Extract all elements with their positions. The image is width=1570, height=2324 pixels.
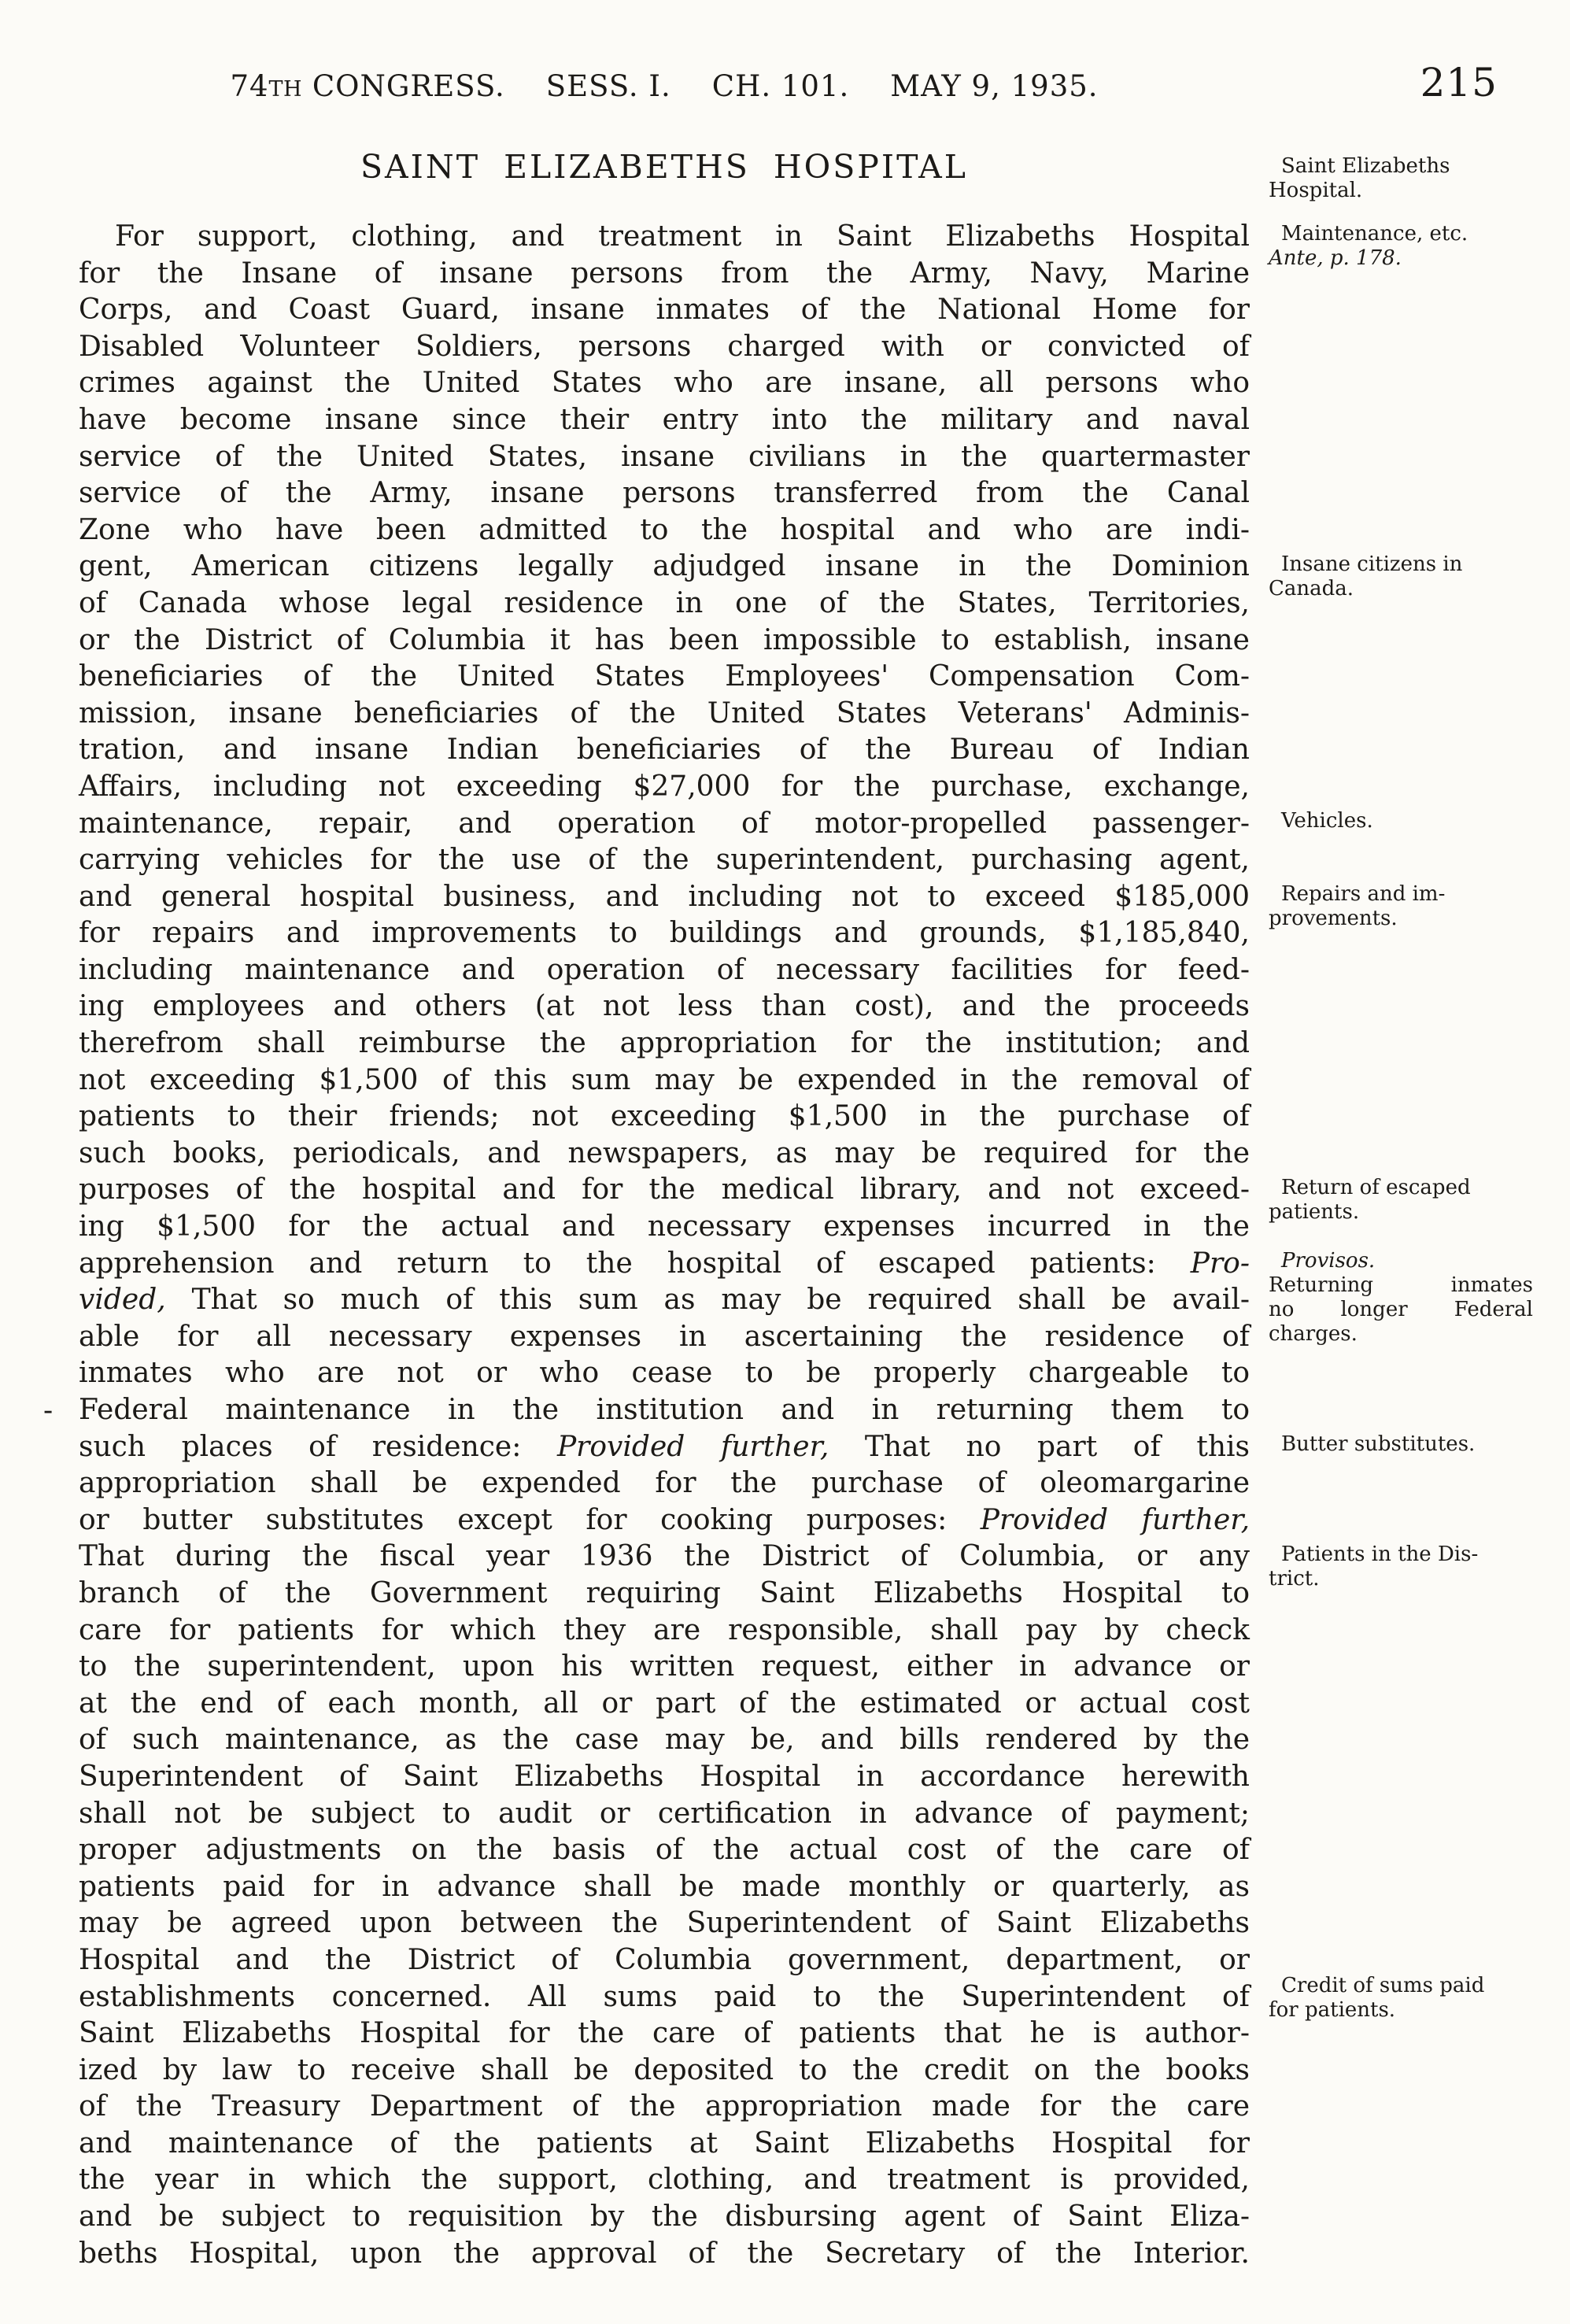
body-line: have become insane since their entry into the military and naval (79, 403, 1250, 436)
margin-note-line: Returning inmates (1269, 1273, 1533, 1297)
body-line: for the Insane of insane persons from the Army, Navy, Marine (79, 257, 1250, 290)
body-line: beneficiaries of the United States Employees' Compensation Com- (79, 660, 1250, 693)
margin-note-line (1269, 246, 1533, 271)
margin-note (1269, 552, 1533, 601)
body-line: crimes against the United States who are insane, all persons who (79, 367, 1250, 400)
margin-note (1269, 1249, 1533, 1347)
body-line: Corps, and Coast Guard, insane inmates of the National Home for (79, 294, 1250, 327)
body-line: Affairs, including not exceeding $27,000 for the purchase, exchange, (79, 770, 1250, 803)
body-line: the year in which the support, clothing, and treatment is provided, (79, 2163, 1250, 2197)
body-line: and general hospital business, and including not to exceed $185,000 (79, 880, 1250, 913)
chapter-label: CH. 101. (711, 69, 850, 103)
body-line: beths Hospital, upon the approval of the Secretary of the Interior. (79, 2237, 1250, 2270)
body-line: ing $1,500 for the actual and necessary expenses incurred in the (79, 1210, 1250, 1243)
body-line: to the superintendent, upon his written request, either in advance or (79, 1650, 1250, 1683)
body-line: shall not be subject to audit or certification in advance of payment; (79, 1797, 1250, 1830)
body-line: may be agreed upon between the Superintendent of Saint Elizabeths (79, 1907, 1250, 1940)
body-line: Zone who have been admitted to the hospital and who are indi- (79, 513, 1250, 546)
italic-text: Provided further, (556, 1430, 829, 1463)
margin-note-line: patients. (1269, 1200, 1360, 1224)
body-line: appropriation shall be expended for the purchase of oleomargarine (79, 1467, 1250, 1500)
body-line: Federal maintenance in the institution and in returning them to (79, 1394, 1250, 1426)
body-line: not exceeding $1,500 of this sum may be expended in the removal of (79, 1063, 1250, 1096)
body-line (79, 1246, 1250, 1283)
body-line: patients to their friends; not exceeding $1,500 in the purchase of (79, 1100, 1250, 1133)
body-line: service of the United States, insane civilians in the quartermaster (79, 440, 1250, 473)
body-line (79, 1429, 1250, 1466)
margin-note (1269, 882, 1533, 931)
text: That so much of this sum as may be required shall be avail- (165, 1284, 1250, 1317)
body-line: for repairs and improvements to buildings and grounds, $1,185,840, (79, 917, 1250, 950)
margin-note-line: for patients. (1269, 1998, 1396, 2022)
margin-note-line: Vehicles. (1281, 809, 1373, 833)
margin-note-line: Maintenance, etc. (1281, 222, 1468, 246)
margin-note-line: Repairs and im- (1281, 882, 1446, 906)
body-line: mission, insane beneficiaries of the United States Veterans' Adminis- (79, 696, 1250, 730)
body-line: service of the Army, insane persons transferred from the Canal (79, 477, 1250, 510)
margin-note (1269, 1543, 1533, 1591)
page-number: 215 (1420, 60, 1498, 105)
margin-note-line: Return of escaped (1281, 1176, 1471, 1199)
margin-note (1269, 154, 1533, 203)
ordinal-suffix: TH (268, 77, 303, 102)
text: That no part of this (829, 1430, 1250, 1463)
body-line: Saint Elizabeths Hospital for the care of patients that he is author- (79, 2017, 1250, 2050)
body-line: purposes of the hospital and for the medical library, and not exceed- (79, 1173, 1250, 1206)
margin-note-line: Credit of sums paid (1281, 1974, 1485, 1997)
body-line: maintenance, repair, and operation of motor-propelled passenger- (79, 807, 1250, 840)
body-line: of the Treasury Department of the appropriation made for the care (79, 2090, 1250, 2123)
body-line: of such maintenance, as the case may be, and bills rendered by the (79, 1724, 1250, 1757)
date-label: MAY 9, 1935. (890, 69, 1099, 103)
body-line: Hospital and the District of Columbia government, department, or (79, 1943, 1250, 1976)
body-line: For support, clothing, and treatment in Saint Elizabeths Hospital (115, 220, 1250, 253)
margin-note-line: Patients in the Dis- (1281, 1543, 1479, 1566)
body-line: of Canada whose legal residence in one of the States, Territories, (79, 586, 1250, 619)
body-line: able for all necessary expenses in ascertaining the residence of (79, 1320, 1250, 1353)
body-line (79, 1502, 1250, 1539)
body-line: carrying vehicles for the use of the superintendent, purchasing agent, (79, 844, 1250, 877)
margin-note (1269, 809, 1533, 833)
body-line: care for patients for which they are responsible, shall pay by check (79, 1613, 1250, 1646)
margin-note-line: Saint Elizabeths (1281, 154, 1450, 178)
text: such places of residence: (79, 1430, 557, 1463)
body-line: at the end of each month, all or part of the estimated or actual cost (79, 1687, 1250, 1720)
margin-note-line: Insane citizens in (1281, 552, 1463, 576)
body-line: That during the fiscal year 1936 the District of Columbia, or any (79, 1540, 1250, 1573)
margin-note-line: Hospital. (1269, 179, 1363, 202)
margin-note (1269, 222, 1533, 271)
body-line: proper adjustments on the basis of the actual cost of the care of (79, 1834, 1250, 1867)
running-head (79, 69, 1250, 103)
margin-note-line: trict. (1269, 1567, 1320, 1591)
section-title: SAINT ELIZABETHS HOSPITAL (360, 148, 969, 186)
body-line: therefrom shall reimburse the appropriation for the institution; and (79, 1027, 1250, 1060)
text: apprehension and return to the hospital of escaped patients: (79, 1247, 1191, 1280)
stray-print-mark: - (43, 1395, 54, 1427)
margin-note-line: Canada. (1269, 577, 1354, 600)
margin-note-line: Butter substitutes. (1281, 1432, 1476, 1456)
body-line: patients paid for in advance shall be made monthly or quarterly, as (79, 1870, 1250, 1903)
margin-note (1269, 1432, 1533, 1457)
italic-text: Provisos. (1281, 1249, 1376, 1273)
body-line: gent, American citizens legally adjudged insane in the Dominion (79, 550, 1250, 583)
body-line: ing employees and others (at not less than cost), and the proceeds (79, 990, 1250, 1023)
body-line (79, 1282, 1250, 1319)
body-line: Disabled Volunteer Soldiers, persons charged with or convicted of (79, 330, 1250, 363)
congress-session-label: 74TH CONGRESS. (230, 69, 505, 103)
margin-note (1269, 1176, 1533, 1225)
italic-text: Provided further, (980, 1503, 1250, 1536)
italic-text: Pro- (1190, 1247, 1250, 1280)
body-line: ized by law to receive shall be deposited to the credit on the books (79, 2053, 1250, 2086)
body-line: such books, periodicals, and newspapers, as may be required for the (79, 1136, 1250, 1169)
body-line: or the District of Columbia it has been impossible to establish, insane (79, 623, 1250, 656)
body-line: including maintenance and operation of necessary facilities for feed- (79, 953, 1250, 986)
text: or butter substitutes except for cooking purposes: (79, 1503, 981, 1536)
margin-note-line: charges. (1269, 1322, 1358, 1346)
session-label: SESS. I. (545, 69, 671, 103)
body-line: inmates who are not or who cease to be properly chargeable to (79, 1357, 1250, 1390)
body-text (79, 219, 1250, 2272)
margin-note-line: no longer Federal (1269, 1298, 1533, 1321)
italic-text: Ante, p. 178. (1269, 246, 1402, 270)
margin-note-line (1269, 1249, 1533, 1273)
margin-note (1269, 1974, 1533, 2023)
margin-notes (1269, 0, 1533, 2324)
body-line: Superintendent of Saint Elizabeths Hospital in accordance herewith (79, 1760, 1250, 1793)
italic-text: vided, (79, 1284, 166, 1317)
body-line: establishments concerned. All sums paid to the Superintendent of (79, 1980, 1250, 2013)
body-line: and be subject to requisition by the disbursing agent of Saint Eliza- (79, 2200, 1250, 2233)
body-line: tration, and insane Indian beneficiaries of the Bureau of Indian (79, 733, 1250, 767)
margin-note-line: provements. (1269, 907, 1398, 930)
body-line: branch of the Government requiring Saint Elizabeths Hospital to (79, 1576, 1250, 1609)
body-line: and maintenance of the patients at Saint Elizabeths Hospital for (79, 2126, 1250, 2160)
